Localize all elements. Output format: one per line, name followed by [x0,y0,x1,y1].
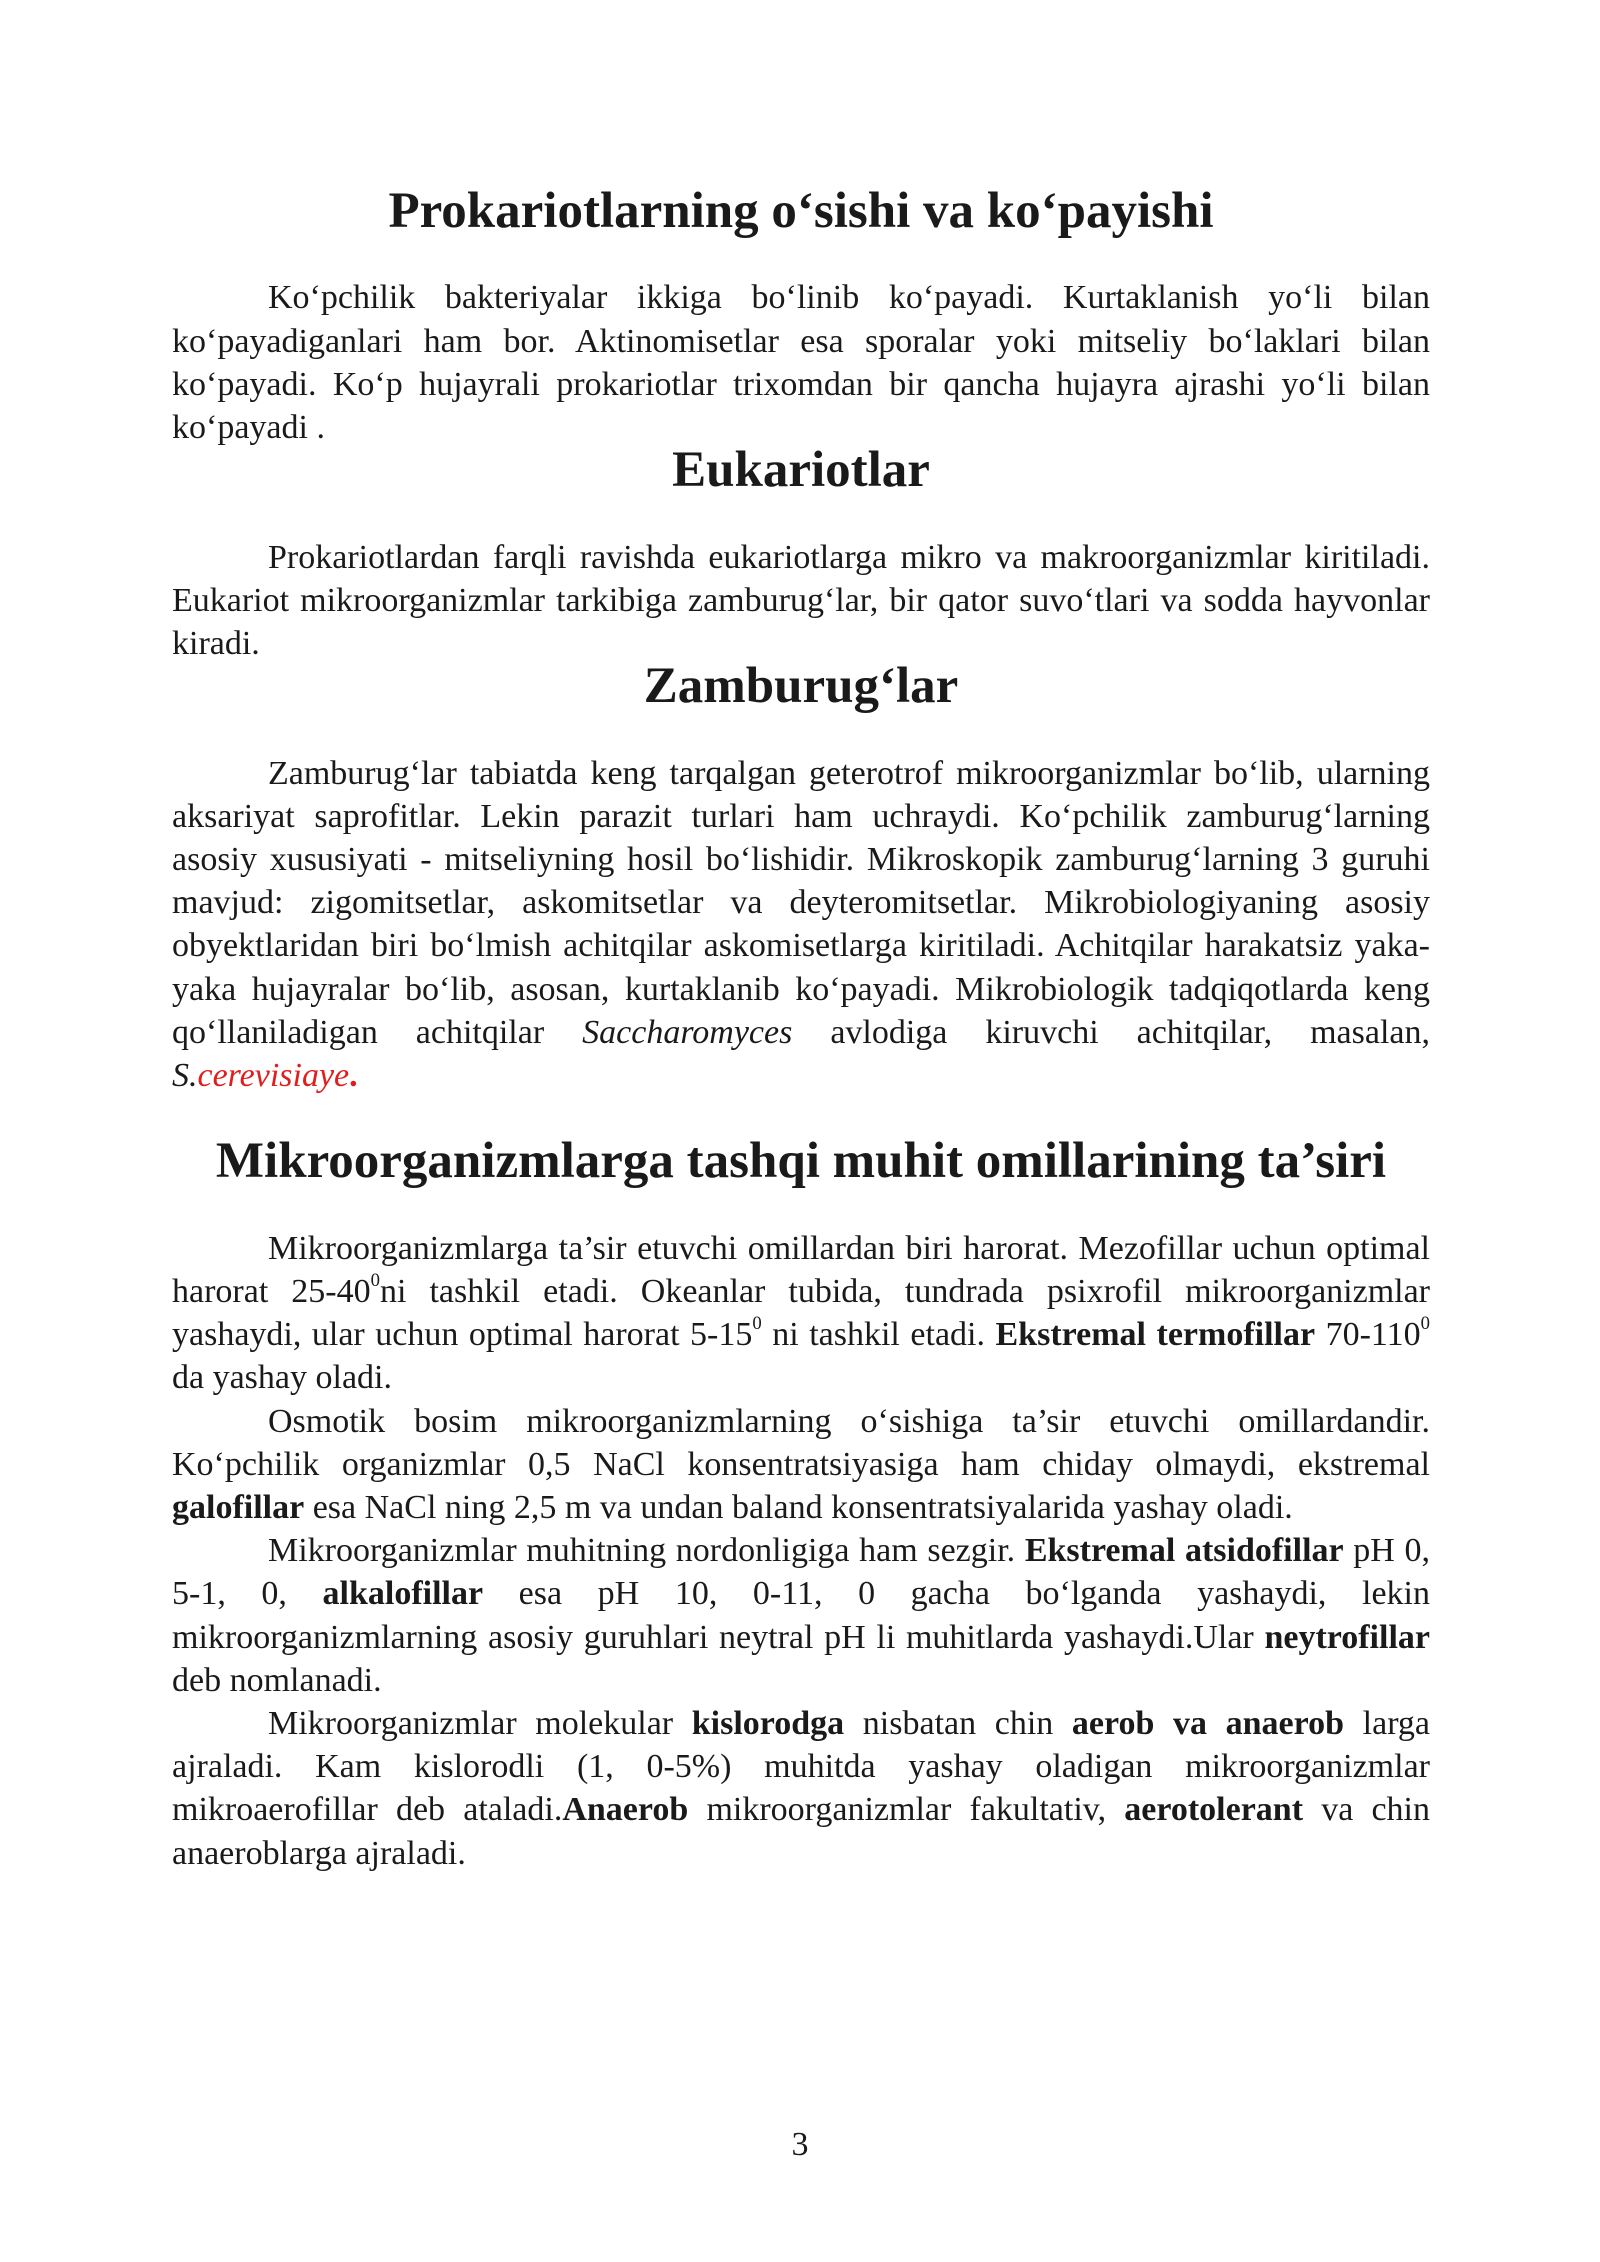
document-page [172,183,1431,1875]
bold-term: alkalofillar [322,1575,484,1613]
paragraph-prokariot: Ko‘pchilik bakteriyalar ikkiga bo‘linib ko‘payadi. Kurtaklanish yo‘li bilan ko‘payadiganlari ham bor. Aktinomisetlar esa sporalar yoki mitseliy bo‘laklari bilan ko‘payadi. Ko‘p hujayrali prokariotlar trixomdan bir qancha hujayra ajrashi yo‘li bilan ko‘payadi . [172,279,1430,446]
bold-term: Ekstremal atsidofillar [1024,1532,1344,1570]
text-run: Mikroorganizmlarga ta’sir etuvchi omillardan biri harorat. Mezofillar uchun optimal harorat 25-40 [172,1229,1430,1310]
bold-term: kislorodga [691,1705,845,1743]
text-run: ni tashkil etadi. [761,1316,996,1354]
bold-term: neytrofillar [1264,1618,1430,1656]
text-run: Mikroorganizmlar muhitning nordonligiga ham sezgir. [268,1532,1025,1570]
text-run: deb nomlanadi. [172,1661,382,1699]
text-run: Zamburug‘lar tabiatda keng tarqalgan geterotrof mikroorganizmlar bo‘lib, ularning aksariyat saprofitlar. Lekin parazit turlari ham uchraydi. Ko‘pchilik zamburug‘larning asosiy xususiyati - mitseliyning hosil bo‘lishidir. Mikroskopik zamburug‘larning 3 guruhi mavjud: zigomitsetlar, askomitsetlar va deyteromitsetlar. Mikrobiologiyaning asosiy obyektlaridan biri bo‘lmish achitqilar askomisetlarga kiritiladi. Achitqilar harakatsiz yaka-yaka hujayralar bo‘lib, asosan, kurtaklanib ko‘payadi. Mikrobiologik tadqiqotlarda keng qo‘llaniladigan achitqilar [172,754,1430,1051]
text-run: esa NaCl ning 2,5 m va undan baland konsentratsiyalarida yashay oladi. [304,1489,1293,1527]
superscript: 0 [370,1270,380,1292]
text-run: mikroorganizmlar fakultativ, [688,1791,1125,1829]
text-run: Mikroorganizmlar molekular [268,1705,692,1743]
bold-term: aerotolerant [1124,1791,1304,1829]
bold-term: aerob va anaerob [1071,1705,1345,1743]
paragraph-oxygen [172,1702,1430,1875]
text-run: nisbatan chin [844,1705,1072,1743]
superscript: 0 [1420,1313,1431,1335]
section-title-eukariot: Eukariotlar [672,442,930,499]
paragraph-eukariot: Prokariotlardan farqli ravishda eukariotlarga mikro va makroorganizmlar kiritiladi. Eukariot mikroorganizmlar tarkibiga zamburug‘lar, bir qator suvo‘tlari va sodda hayvonlar kiradi. [172,538,1430,662]
paragraph-osmotic [172,1400,1430,1530]
section-title-prokariot: Prokariotlarning o‘sishi va ko‘payishi [388,183,1214,239]
bold-term: Ekstremal termofillar [995,1316,1316,1354]
section-title-zamburug: Zamburug‘lar [643,658,959,715]
text-run: pH 0, 5-1, 0, [172,1532,1430,1613]
italic-species-prefix: S. [172,1057,198,1095]
red-period: . [349,1057,358,1095]
paragraph-ph [172,1529,1430,1702]
text-run: avlodiga kiruvchi achitqilar, masalan, [792,1013,1430,1051]
text-run: da yashay oladi. [172,1359,392,1397]
paragraph-zamburug [172,752,1430,1098]
bold-term: galofillar [172,1489,305,1527]
paragraph-temperature [172,1227,1430,1400]
text-run: Osmotik bosim mikroorganizmlarning o‘sishiga ta’sir etuvchi omillardandir. Ko‘pchilik organizmlar 0,5 NaCl konsentratsiyasiga ham chiday olmaydi, ekstremal [172,1402,1430,1483]
bold-term: Anaerob [562,1791,689,1829]
italic-genus: Saccharomyces [582,1013,793,1051]
superscript: 0 [752,1313,762,1335]
text-run: 70-110 [1315,1316,1421,1354]
text-run: esa pH 10, 0-11, 0 gacha bo‘lganda yashaydi, lekin mikroorganizmlarning asosiy guruhlari neytral pH li muhitlarda yashaydi.Ular [172,1575,1431,1656]
section-title-muhit: Mikroorganizmlarga tashqi muhit omillarining ta’siri [215,1133,1387,1190]
text-run: va chin anaeroblarga ajraladi. [172,1791,1430,1872]
text-run: larga ajraladi. Kam kislorodli (1, 0-5%) muhitda yashay oladigan mikroorganizmlar mikroaerofillar deb ataladi. [172,1705,1430,1829]
page-number: 3 [791,2126,809,2163]
text-run: ni tashkil etadi. Okeanlar tubida, tundrada psixrofil mikroorganizmlar yashaydi, ular uchun optimal harorat 5-15 [172,1273,1430,1354]
italic-species-red: cerevisiaye [197,1057,350,1095]
